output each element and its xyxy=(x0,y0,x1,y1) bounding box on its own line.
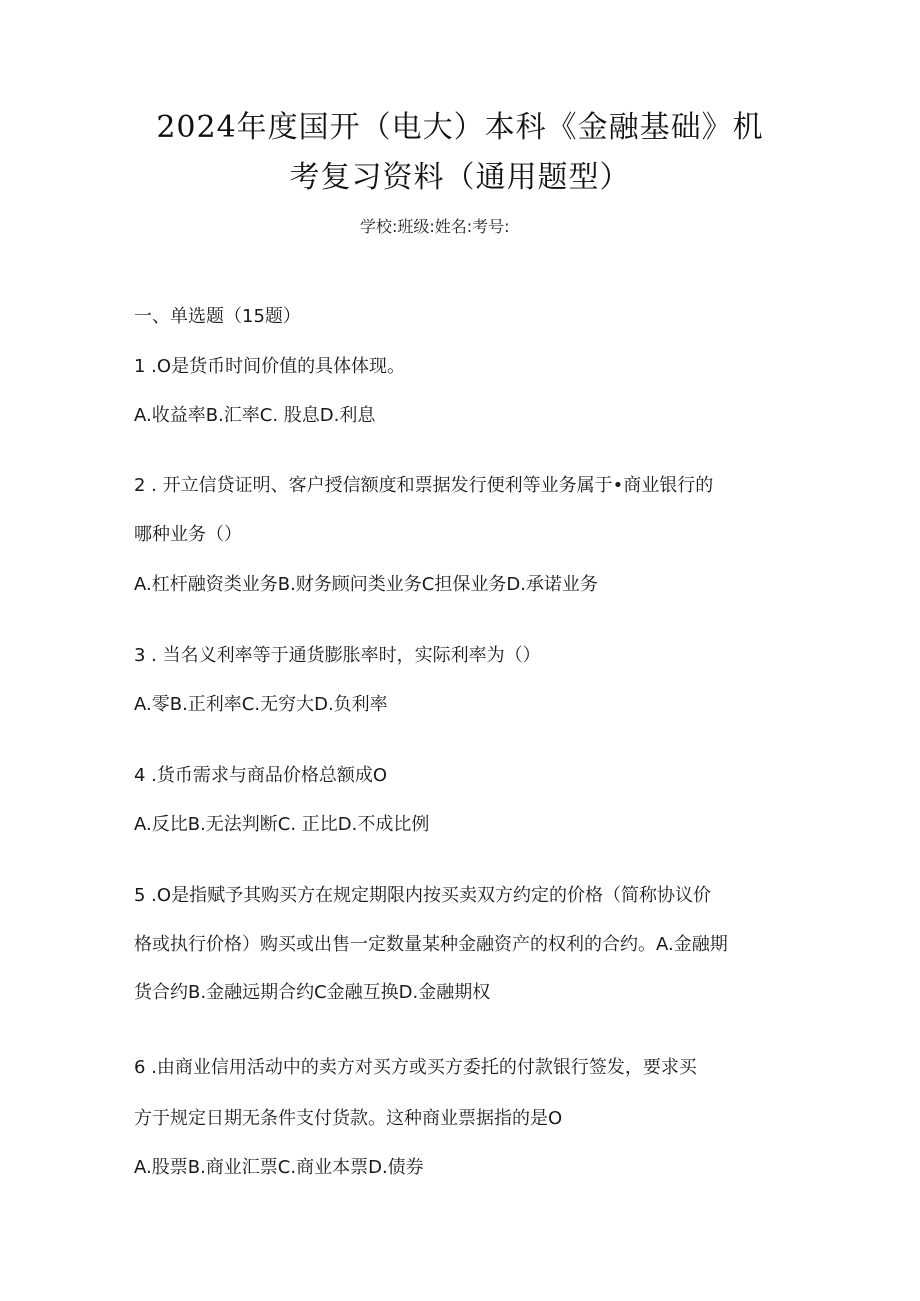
question-5-text-line-3: 货合约B.金融远期合约C金融互换D.金融期权 xyxy=(134,982,491,1003)
question-5-text-line-2: 格或执行价格）购买或出售一定数量某种金融资产的权利的合约。A.金融期 xyxy=(134,934,728,955)
document-title-line-1: 2024年度国开（电大）本科《金融基础》机 xyxy=(156,110,764,145)
question-4-options: A.反比B.无法判断C. 正比D.不成比例 xyxy=(134,814,430,835)
question-1-options: A.收益率B.汇率C. 股息D.利息 xyxy=(134,405,376,426)
document-title-line-2: 考复习资料（通用题型） xyxy=(289,160,631,195)
question-6-options: A.股票B.商业汇票C.商业本票D.债券 xyxy=(134,1157,424,1178)
student-info-line: 学校:班级:姓名:考号: xyxy=(360,217,510,236)
question-1-text: 1 .O是货币时间价值的具体体现。 xyxy=(134,356,406,377)
question-6-text-line-1: 6 .由商业信用活动中的卖方对买方或买方委托的付款银行签发，要求买 xyxy=(134,1057,697,1078)
question-2-text-line-2: 哪种业务（） xyxy=(134,524,242,545)
question-2-options: A.杠杆融资类业务B.财务顾问类业务C担保业务D.承诺业务 xyxy=(134,574,598,595)
question-3-text: 3 . 当名义利率等于通货膨胀率时，实际利率为（） xyxy=(134,645,541,666)
question-3-options: A.零B.正利率C.无穷大D.负利率 xyxy=(134,694,388,715)
question-2-text-line-1: 2 . 开立信贷证明、客户授信额度和票据发行便利等业务属于•商业银行的 xyxy=(134,475,714,496)
question-4-text: 4 .货币需求与商品价格总额成O xyxy=(134,765,388,786)
question-5-text-line-1: 5 .O是指赋予其购买方在规定期限内按买卖双方约定的价格（简称协议价 xyxy=(134,885,712,906)
section-heading: 一、单选题（15题） xyxy=(134,306,301,327)
question-6-text-line-2: 方于规定日期无条件支付货款。这种商业票据指的是O xyxy=(134,1108,563,1129)
